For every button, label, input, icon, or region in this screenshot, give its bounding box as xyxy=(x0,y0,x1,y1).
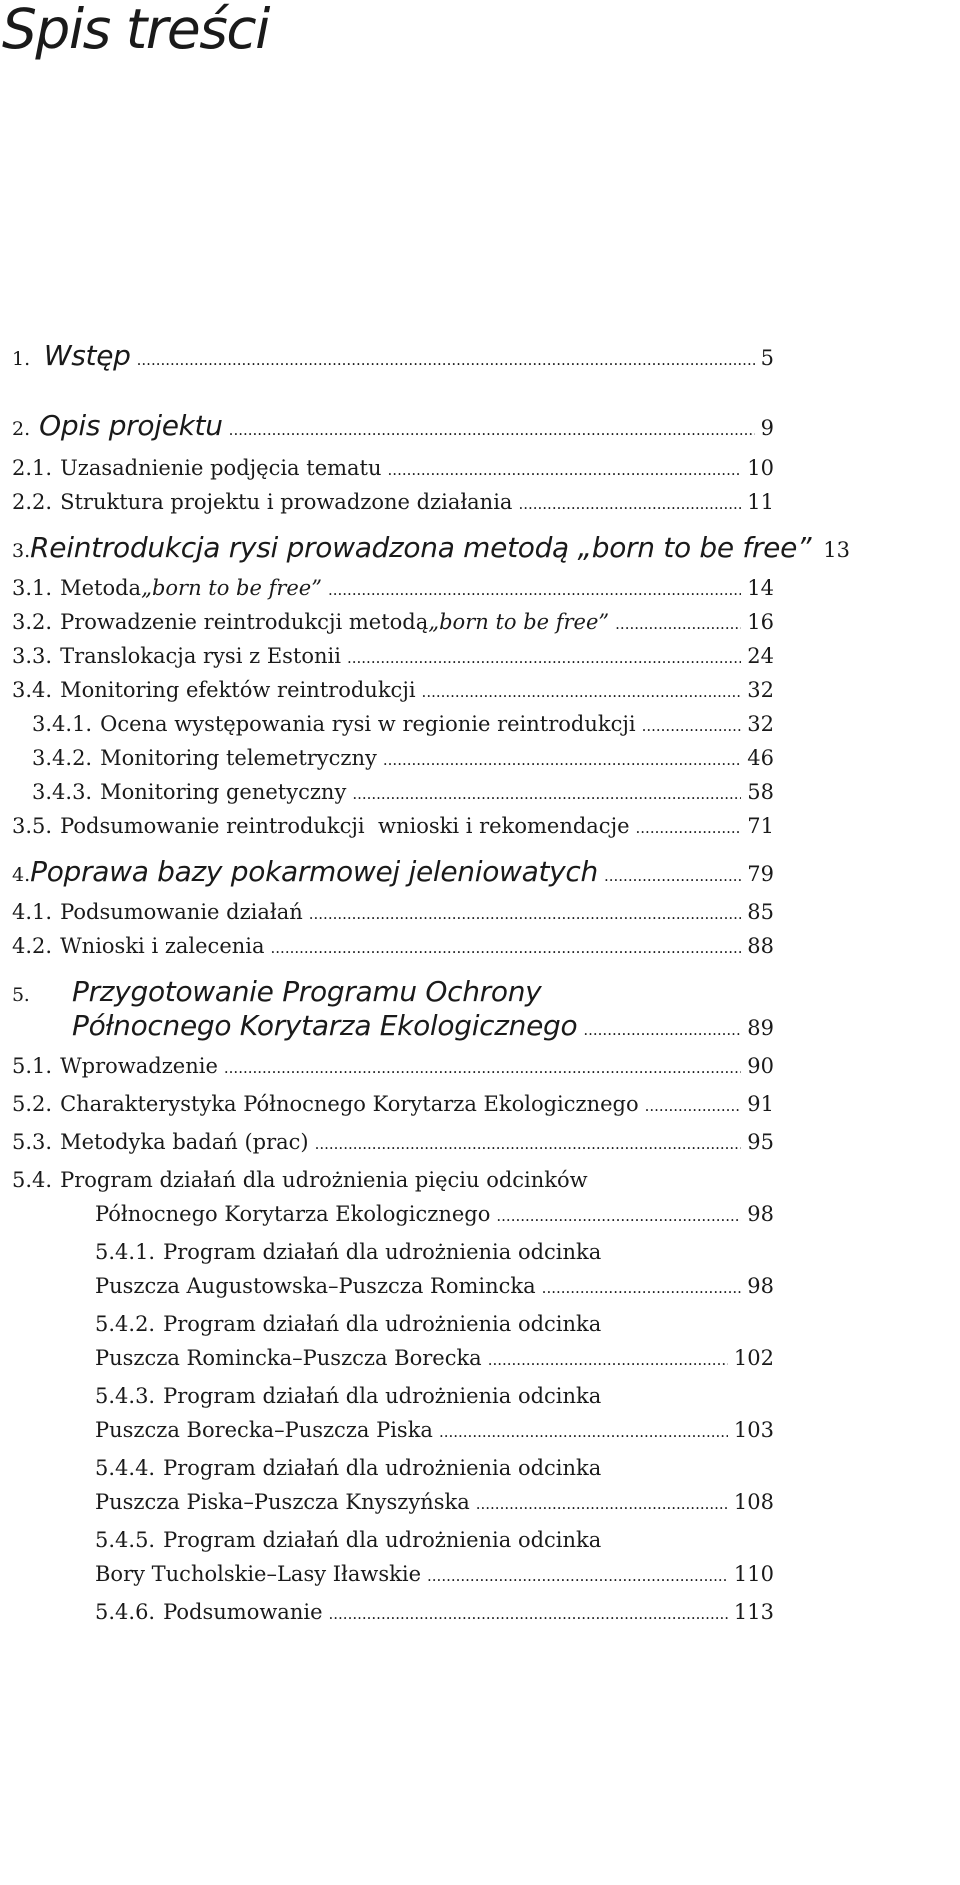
section-number: 3.1. xyxy=(12,576,53,600)
dot-leader xyxy=(271,940,742,957)
section-number: 3.4. xyxy=(12,678,53,702)
page-number: 90 xyxy=(747,1054,774,1078)
section-number: 5.4.6. xyxy=(95,1600,156,1624)
dot-leader xyxy=(315,1136,742,1153)
chapter-number: 5. xyxy=(12,984,30,1006)
toc-section-5-2[interactable] xyxy=(12,1092,774,1116)
page-number: 16 xyxy=(747,610,774,634)
dot-leader xyxy=(309,906,742,923)
section-number: 4.2. xyxy=(12,934,53,958)
section-title: Struktura projektu i prowadzone działania xyxy=(60,490,513,514)
section-title: Monitoring genetyczny xyxy=(100,780,347,804)
toc-chapter-5-line-1 xyxy=(12,976,541,1008)
section-number: 3.4.1. xyxy=(32,712,93,736)
section-title-continued: Północnego Korytarza Ekologicznego xyxy=(95,1202,491,1226)
page-number: 11 xyxy=(747,490,774,514)
toc-section-5-4-1[interactable] xyxy=(95,1274,774,1298)
chapter-title: Wstęp xyxy=(43,339,131,372)
section-title-continued: Puszcza Romincka–Puszcza Borecka xyxy=(95,1346,482,1370)
toc-section-5-4-line-1 xyxy=(12,1168,588,1192)
section-number: 5.2. xyxy=(12,1092,53,1116)
toc-section-5-4-1-line-1 xyxy=(95,1240,601,1264)
dot-leader xyxy=(383,752,741,769)
toc-section-5-4-4-line-1 xyxy=(95,1456,601,1480)
toc-section-5-4-6[interactable] xyxy=(95,1600,774,1624)
section-title: Program działań dla udrożnienia odcinka xyxy=(163,1240,602,1264)
toc-section-3-2[interactable] xyxy=(12,610,774,634)
dot-leader xyxy=(439,1424,728,1441)
page-number: 46 xyxy=(747,746,774,770)
page-number: 32 xyxy=(747,678,774,702)
dot-leader xyxy=(137,352,755,369)
section-title: Podsumowanie reintrodukcji wnioski i rekomendacje xyxy=(60,814,630,838)
section-number: 5.4.3. xyxy=(95,1384,156,1408)
toc-section-5-4-2[interactable] xyxy=(95,1346,774,1370)
section-title: Program działań dla udrożnienia odcinka xyxy=(163,1456,602,1480)
section-number: 5.4. xyxy=(12,1168,53,1192)
page-number: 110 xyxy=(733,1562,774,1586)
toc-section-3-3[interactable] xyxy=(12,644,774,668)
section-title-continued: Puszcza Borecka–Puszcza Piska xyxy=(95,1418,433,1442)
toc-section-5-4-2-line-1 xyxy=(95,1312,601,1336)
chapter-title: Reintrodukcja rysi prowadzona metodą „born to be free” xyxy=(30,531,812,564)
toc-chapter-1[interactable] xyxy=(12,340,774,372)
page-title: Spis treści xyxy=(2,0,269,61)
section-title: Podsumowanie działań xyxy=(60,900,303,924)
section-title: Uzasadnienie podjęcia tematu xyxy=(60,456,382,480)
section-title-continued: Bory Tucholskie–Lasy Iławskie xyxy=(95,1562,422,1586)
dot-leader xyxy=(615,616,741,633)
dot-leader xyxy=(229,422,755,439)
dot-leader xyxy=(583,1022,741,1039)
toc-section-3-4[interactable] xyxy=(12,678,774,702)
section-number: 5.4.5. xyxy=(95,1528,156,1552)
page-number: 95 xyxy=(747,1130,774,1154)
section-title-continued: Puszcza Piska–Puszcza Knyszyńska xyxy=(95,1490,470,1514)
dot-leader xyxy=(352,786,741,803)
page-number: 58 xyxy=(747,780,774,804)
toc-section-5-4[interactable] xyxy=(95,1202,774,1226)
section-number: 5.4.4. xyxy=(95,1456,156,1480)
dot-leader xyxy=(347,650,741,667)
section-title: Wprowadzenie xyxy=(60,1054,218,1078)
page-number: 102 xyxy=(733,1346,774,1370)
section-number: 2.2. xyxy=(12,490,53,514)
chapter-number: 4. xyxy=(12,864,31,886)
section-number: 3.4.2. xyxy=(32,746,93,770)
section-number: 3.4.3. xyxy=(32,780,93,804)
section-title: Metodyka badań (prac) xyxy=(60,1130,309,1154)
page-number: 79 xyxy=(747,862,774,886)
toc-section-5-3[interactable] xyxy=(12,1130,774,1154)
toc-section-5-1[interactable] xyxy=(12,1054,774,1078)
section-title: Monitoring efektów reintrodukcji xyxy=(60,678,416,702)
dot-leader xyxy=(645,1098,742,1115)
section-title-continued: Puszcza Augustowska–Puszcza Romincka xyxy=(95,1274,536,1298)
section-title: Ocena występowania rysi w regionie reintrodukcji xyxy=(100,712,636,736)
page-number: 89 xyxy=(747,1016,774,1040)
page-number: 9 xyxy=(760,416,774,440)
section-title: Monitoring telemetryczny xyxy=(100,746,377,770)
toc-section-4-1[interactable] xyxy=(12,900,774,924)
toc-section-5-4-5-line-1 xyxy=(95,1528,601,1552)
section-title-italic: „born to be free” xyxy=(141,576,322,600)
section-number: 4.1. xyxy=(12,900,53,924)
section-number: 3.3. xyxy=(12,644,53,668)
section-title: Program działań dla udrożnienia odcinka xyxy=(163,1528,602,1552)
toc-section-5-4-3-line-1 xyxy=(95,1384,601,1408)
section-title-italic: „born to be free” xyxy=(428,610,610,634)
section-number: 5.4.1. xyxy=(95,1240,156,1264)
page-number: 103 xyxy=(733,1418,774,1442)
page-number: 32 xyxy=(747,712,774,736)
page-number: 91 xyxy=(747,1092,774,1116)
dot-leader xyxy=(476,1496,728,1513)
toc-section-3-1[interactable] xyxy=(12,576,774,600)
toc-section-5-4-4[interactable] xyxy=(95,1490,774,1514)
toc-chapter-3[interactable] xyxy=(12,531,850,564)
page-number: 71 xyxy=(747,814,774,838)
section-number: 3.2. xyxy=(12,610,53,634)
dot-leader xyxy=(427,1568,728,1585)
dot-leader xyxy=(224,1060,741,1077)
page-number: 5 xyxy=(760,346,774,370)
chapter-title: Przygotowanie Programu Ochrony xyxy=(72,975,542,1008)
page-number: 13 xyxy=(823,538,850,562)
section-number: 3.5. xyxy=(12,814,53,838)
page-number: 24 xyxy=(747,644,774,668)
dot-leader xyxy=(328,582,741,599)
dot-leader xyxy=(496,1208,741,1225)
section-title: Prowadzenie reintrodukcji metodą xyxy=(60,610,429,634)
page-number: 85 xyxy=(747,900,774,924)
toc-chapter-4[interactable] xyxy=(12,856,774,888)
toc-section-3-5[interactable] xyxy=(12,814,774,838)
toc-chapter-2[interactable] xyxy=(12,410,774,442)
section-title: Program działań dla udrożnienia pięciu odcinków xyxy=(60,1168,588,1192)
dot-leader xyxy=(604,868,741,885)
dot-leader xyxy=(518,496,741,513)
dot-leader xyxy=(388,462,742,479)
section-number: 5.3. xyxy=(12,1130,53,1154)
toc-section-2-1[interactable] xyxy=(12,456,774,480)
chapter-title: Poprawa bazy pokarmowej jeleniowatych xyxy=(30,855,598,888)
toc-section-5-4-5[interactable] xyxy=(95,1562,774,1586)
page-number: 14 xyxy=(747,576,774,600)
toc-section-2-2[interactable] xyxy=(12,490,774,514)
section-title: Translokacja rysi z Estonii xyxy=(60,644,341,668)
toc-chapter-5[interactable] xyxy=(72,1010,774,1042)
section-number: 5.1. xyxy=(12,1054,53,1078)
page-number: 88 xyxy=(747,934,774,958)
toc-section-3-4-2[interactable] xyxy=(32,746,774,770)
toc-section-4-2[interactable] xyxy=(12,934,774,958)
toc-section-3-4-3[interactable] xyxy=(32,780,774,804)
section-number: 5.4.2. xyxy=(95,1312,156,1336)
toc-section-5-4-3[interactable] xyxy=(95,1418,774,1442)
dot-leader xyxy=(642,718,742,735)
section-title: Program działań dla udrożnienia odcinka xyxy=(163,1384,602,1408)
section-title: Podsumowanie xyxy=(163,1600,323,1624)
dot-leader xyxy=(422,684,742,701)
page-number: 108 xyxy=(733,1490,774,1514)
chapter-number: 3. xyxy=(12,540,31,562)
section-title: Program działań dla udrożnienia odcinka xyxy=(163,1312,602,1336)
page-number: 98 xyxy=(747,1274,774,1298)
chapter-number: 1. xyxy=(12,348,31,370)
section-title: Metoda xyxy=(60,576,142,600)
chapter-title: Opis projektu xyxy=(39,409,223,442)
toc-section-3-4-1[interactable] xyxy=(32,712,774,736)
dot-leader xyxy=(488,1352,728,1369)
section-number: 2.1. xyxy=(12,456,53,480)
section-title: Charakterystyka Północnego Korytarza Ekologicznego xyxy=(60,1092,639,1116)
page-number: 98 xyxy=(747,1202,774,1226)
page-number: 10 xyxy=(747,456,774,480)
dot-leader xyxy=(329,1606,728,1623)
dot-leader xyxy=(542,1280,742,1297)
chapter-title-continued: Północnego Korytarza Ekologicznego xyxy=(72,1009,578,1042)
page-number: 113 xyxy=(733,1600,774,1624)
section-title: Wnioski i zalecenia xyxy=(60,934,265,958)
dot-leader xyxy=(636,820,742,837)
chapter-number: 2. xyxy=(12,418,31,440)
